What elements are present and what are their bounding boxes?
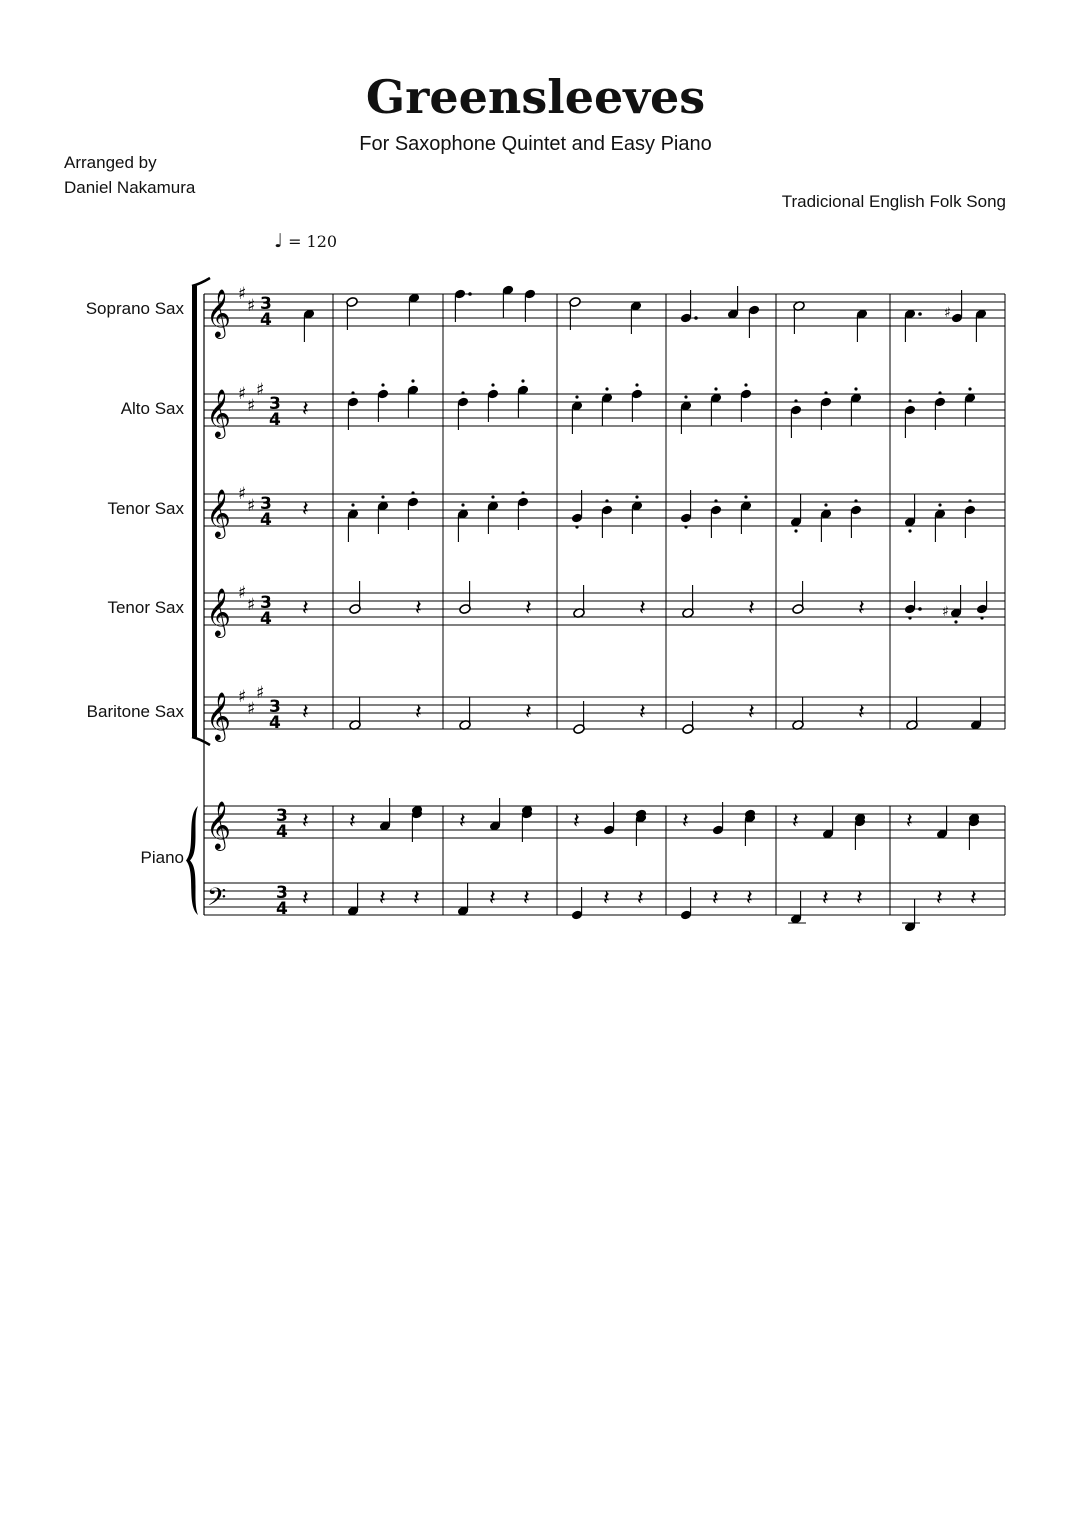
key-sharp-icon: ♯ — [238, 687, 247, 707]
quarter-rest-icon: 𝄽 — [523, 886, 530, 911]
staccato-dot — [794, 529, 797, 532]
staccato-dot — [605, 387, 608, 390]
staccato-dot — [521, 379, 524, 382]
staccato-dot — [824, 503, 827, 506]
staccato-dot — [744, 495, 747, 498]
dot — [918, 312, 922, 316]
staccato-dot — [954, 620, 957, 623]
sharp-icon: ♯ — [942, 604, 949, 620]
staff-label-tenor-sax-2: Tenor Sax — [107, 598, 184, 617]
quarter-rest-icon: 𝄽 — [970, 886, 977, 911]
staccato-dot — [794, 399, 797, 402]
key-sharp-icon: ♯ — [238, 583, 247, 603]
staccato-dot — [980, 616, 983, 619]
staccato-dot — [714, 387, 717, 390]
staccato-dot — [938, 391, 941, 394]
quarter-rest-icon: 𝄽 — [936, 886, 943, 911]
staccato-dot — [824, 391, 827, 394]
staccato-dot — [744, 383, 747, 386]
time-signature-top: 3 — [269, 697, 281, 717]
staccato-dot — [575, 395, 578, 398]
treble-clef-icon: 𝄞 — [206, 488, 231, 537]
quarter-rest-icon: 𝄽 — [856, 886, 863, 911]
staccato-dot — [491, 383, 494, 386]
quarter-rest-icon: 𝄽 — [415, 700, 422, 725]
tempo-value: = 120 — [288, 232, 338, 251]
piece-title: Greensleeves — [365, 70, 706, 124]
staccato-dot — [605, 499, 608, 502]
dot — [694, 316, 698, 320]
staff-label-tenor-sax-1: Tenor Sax — [107, 499, 184, 518]
quarter-rest-icon: 𝄽 — [525, 596, 532, 621]
quarter-rest-icon: 𝄽 — [822, 886, 829, 911]
sharp-icon: ♯ — [944, 305, 951, 321]
time-signature-top: 3 — [276, 806, 288, 826]
treble-clef-icon: 𝄞 — [206, 388, 231, 437]
staccato-dot — [854, 387, 857, 390]
quarter-rest-icon: 𝄽 — [302, 397, 309, 422]
quarter-rest-icon: 𝄽 — [858, 596, 865, 621]
time-signature-top: 3 — [260, 294, 272, 314]
staff-label-alto-sax: Alto Sax — [120, 399, 184, 418]
quarter-rest-icon: 𝄽 — [637, 886, 644, 911]
staccato-dot — [461, 503, 464, 506]
staccato-dot — [381, 383, 384, 386]
quarter-rest-icon: 𝄽 — [639, 700, 646, 725]
time-signature-bottom: 4 — [269, 713, 281, 733]
key-sharp-icon: ♯ — [238, 384, 247, 404]
quarter-rest-icon: 𝄽 — [302, 596, 309, 621]
staff-label-baritone-sax: Baritone Sax — [86, 702, 184, 721]
time-signature-bottom: 4 — [276, 899, 288, 919]
arranger-name: Daniel Nakamura — [64, 178, 196, 197]
staccato-dot — [635, 495, 638, 498]
quarter-rest-icon: 𝄽 — [525, 700, 532, 725]
key-sharp-icon: ♯ — [238, 284, 247, 304]
staccato-dot — [411, 491, 414, 494]
arranger-label: Arranged by — [64, 153, 157, 172]
treble-clef-icon: 𝄞 — [206, 800, 231, 849]
quarter-rest-icon: 𝄽 — [415, 596, 422, 621]
time-signature-bottom: 4 — [260, 609, 272, 629]
key-sharp-icon: ♯ — [247, 296, 256, 316]
time-signature-top: 3 — [276, 883, 288, 903]
staccato-dot — [575, 525, 578, 528]
time-signature-top: 3 — [269, 394, 281, 414]
quarter-rest-icon: 𝄽 — [459, 809, 466, 834]
quarter-rest-icon: 𝄽 — [746, 886, 753, 911]
staccato-dot — [938, 503, 941, 506]
ensemble-bracket — [192, 286, 197, 737]
quarter-rest-icon: 𝄽 — [792, 809, 799, 834]
dot — [468, 292, 472, 296]
key-sharp-icon: ♯ — [247, 396, 256, 416]
staccato-dot — [521, 491, 524, 494]
staccato-dot — [635, 383, 638, 386]
quarter-rest-icon: 𝄽 — [302, 809, 309, 834]
piano-brace — [186, 806, 198, 915]
staccato-dot — [381, 495, 384, 498]
staccato-dot — [908, 529, 911, 532]
staff-label-piano: Piano — [140, 848, 184, 867]
quarter-rest-icon: 𝄽 — [489, 886, 496, 911]
time-signature-bottom: 4 — [276, 822, 288, 842]
staccato-dot — [968, 499, 971, 502]
dot — [918, 607, 922, 611]
staccato-dot — [351, 503, 354, 506]
staccato-dot — [491, 495, 494, 498]
staccato-dot — [684, 395, 687, 398]
key-sharp-icon: ♯ — [238, 484, 247, 504]
piece-subtitle: For Saxophone Quintet and Easy Piano — [359, 133, 712, 155]
staccato-dot — [461, 391, 464, 394]
treble-clef-icon: 𝄞 — [206, 691, 231, 740]
quarter-rest-icon: 𝄽 — [413, 886, 420, 911]
quarter-rest-icon: 𝄽 — [639, 596, 646, 621]
key-sharp-icon: ♯ — [256, 380, 265, 400]
staccato-dot — [968, 387, 971, 390]
key-sharp-icon: ♯ — [256, 683, 265, 703]
time-signature-bottom: 4 — [260, 510, 272, 530]
key-sharp-icon: ♯ — [247, 699, 256, 719]
composer-credit: Tradicional English Folk Song — [781, 192, 1006, 211]
staccato-dot — [684, 525, 687, 528]
quarter-rest-icon: 𝄽 — [712, 886, 719, 911]
quarter-rest-icon: 𝄽 — [906, 809, 913, 834]
staccato-dot — [908, 616, 911, 619]
quarter-rest-icon: 𝄽 — [858, 700, 865, 725]
staccato-dot — [854, 499, 857, 502]
quarter-rest-icon: 𝄽 — [302, 497, 309, 522]
staff-label-soprano-sax: Soprano Sax — [85, 299, 184, 318]
staccato-dot — [411, 379, 414, 382]
quarter-rest-icon: 𝄽 — [603, 886, 610, 911]
quarter-note-icon: ♩ — [274, 230, 283, 252]
time-signature-top: 3 — [260, 494, 272, 514]
bass-clef-icon: 𝄢 — [207, 883, 227, 918]
quarter-rest-icon: 𝄽 — [748, 596, 755, 621]
quarter-rest-icon: 𝄽 — [682, 809, 689, 834]
treble-clef-icon: 𝄞 — [206, 587, 231, 636]
time-signature-bottom: 4 — [260, 310, 272, 330]
key-sharp-icon: ♯ — [247, 595, 256, 615]
quarter-rest-icon: 𝄽 — [349, 809, 356, 834]
quarter-rest-icon: 𝄽 — [748, 700, 755, 725]
treble-clef-icon: 𝄞 — [206, 288, 231, 337]
time-signature-top: 3 — [260, 593, 272, 613]
bracket-top-hook — [192, 278, 210, 286]
key-sharp-icon: ♯ — [247, 496, 256, 516]
quarter-rest-icon: 𝄽 — [379, 886, 386, 911]
staccato-dot — [351, 391, 354, 394]
staccato-dot — [908, 399, 911, 402]
quarter-rest-icon: 𝄽 — [573, 809, 580, 834]
quarter-rest-icon: 𝄽 — [302, 700, 309, 725]
staccato-dot — [714, 499, 717, 502]
quarter-rest-icon: 𝄽 — [302, 886, 309, 911]
time-signature-bottom: 4 — [269, 410, 281, 430]
